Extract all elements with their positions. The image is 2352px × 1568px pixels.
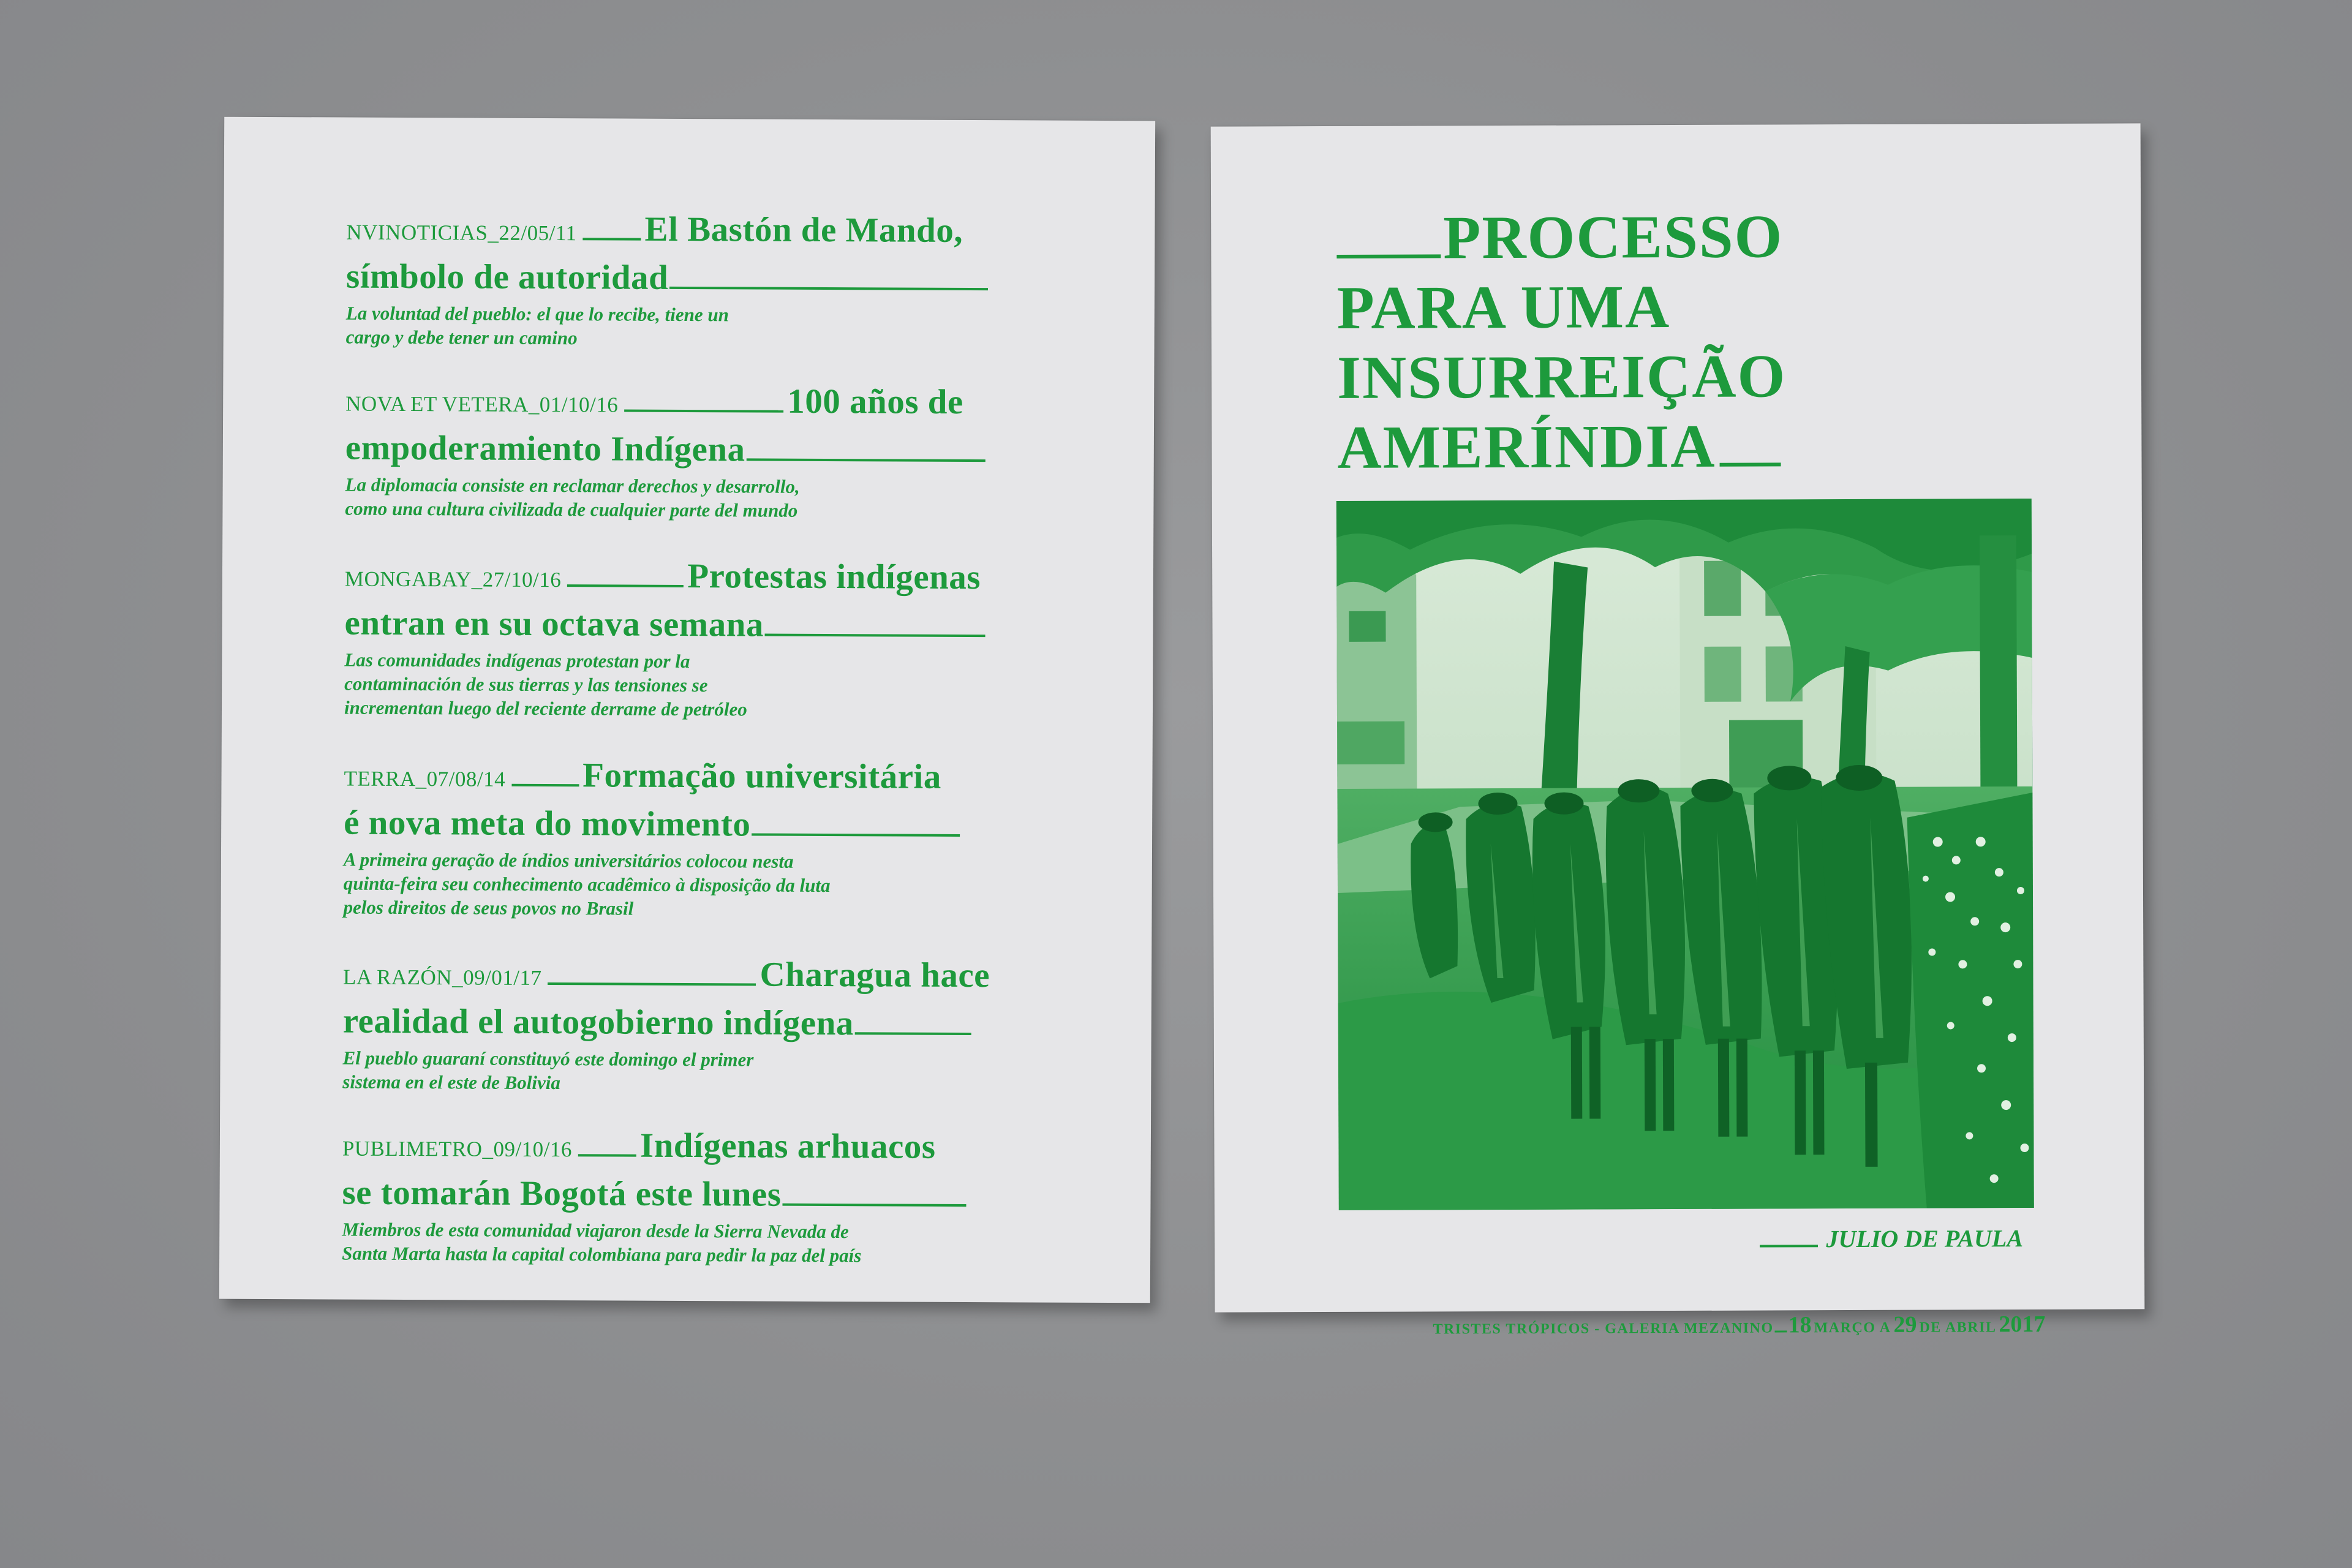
news-entry: [344, 551, 1135, 723]
underline-rule: [855, 1032, 971, 1035]
poster-sheet: [1211, 123, 2145, 1338]
entry-heading-line: [346, 252, 1136, 305]
underline-rule: [567, 584, 684, 587]
entry-heading-line: [344, 599, 1134, 652]
news-source-date: LA RAZÓN_09/01/17: [343, 965, 542, 990]
underline-rule: [669, 287, 988, 290]
headline-part2: realidad el autogobierno indígena: [342, 1001, 854, 1043]
headline-part1: Protestas indígenas: [687, 556, 981, 597]
entry-heading-line: [342, 1121, 1133, 1172]
news-entry: [342, 949, 1133, 1098]
title-word: AMERÍNDIA: [1337, 412, 1716, 481]
news-source-date: MONGABAY_27/10/16: [344, 567, 562, 592]
author-credit: [1754, 1224, 2023, 1254]
underline-rule: [765, 634, 986, 638]
title-word: PROCESSO: [1443, 202, 1784, 272]
summary-line: cargo y debe tener un camino: [345, 326, 578, 349]
title-line: [1336, 201, 2102, 273]
entry-heading-line: [344, 799, 1134, 851]
title-line: INSURREIÇÃO: [1336, 342, 1787, 412]
monotone-green-photo: [1336, 499, 2034, 1210]
news-entry: [346, 205, 1137, 353]
start-month: MARÇO A: [1814, 1319, 1891, 1336]
author-name: JULIO DE PAULA: [1826, 1224, 2024, 1253]
news-summary: [346, 301, 1136, 353]
end-day: 29: [1893, 1311, 1917, 1338]
news-source-date: PUBLIMETRO_09/10/16: [342, 1136, 573, 1162]
news-summary: [345, 473, 1135, 524]
summary-line: El pueblo guaraní constituyó este domingo el primer: [342, 1047, 754, 1071]
poncho-figures-photo: [1336, 499, 2034, 1210]
news-summary: [342, 1046, 1133, 1098]
news-headlines-sheet: [219, 117, 1155, 1303]
event-venue: TRISTES TRÓPICOS - GALERIA MEZANINO: [1433, 1320, 1774, 1338]
entry-heading-line: [346, 205, 1136, 256]
year: 2017: [1999, 1311, 2046, 1338]
title-line: PARA UMA: [1336, 273, 1671, 342]
end-month: DE ABRIL: [1919, 1319, 1997, 1336]
news-source-date: TERRA_07/08/14: [344, 766, 506, 791]
entry-heading-line: [345, 424, 1136, 477]
news-summary: [344, 648, 1134, 723]
entry-heading-line: [343, 997, 1133, 1050]
summary-line: incrementan luego del reciente derrame de petróleo: [344, 696, 747, 720]
underline-rule: [1775, 1330, 1787, 1332]
news-entry: [342, 1121, 1133, 1269]
news-entry: [345, 376, 1136, 524]
summary-line: pelos direitos de seus povos no Brasil: [343, 896, 634, 919]
summary-line: A primeira geração de índios universitários colocou nesta: [343, 848, 794, 872]
news-entry: [344, 751, 1134, 923]
summary-line: Las comunidades indígenas protestan por la: [344, 649, 690, 673]
title-line: [1337, 410, 2103, 483]
underline-rule: [1720, 462, 1781, 466]
headline-part1: Formação universitária: [582, 756, 941, 796]
summary-line: La voluntad del pueblo: el que lo recibe, tiene un: [345, 302, 729, 326]
news-source-date: NOVA ET VETERA_01/10/16: [345, 391, 619, 417]
headline-part1: 100 años de: [787, 382, 963, 421]
news-summary: [342, 1218, 1132, 1269]
underline-rule: [624, 410, 783, 413]
underline-rule: [578, 1154, 636, 1156]
underline-rule: [752, 833, 960, 836]
headline-part2: empoderamiento Indígena: [345, 428, 745, 469]
entry-heading-line: [345, 551, 1135, 603]
underline-rule: [1760, 1245, 1818, 1247]
headline-part1: Charagua hace: [760, 955, 990, 995]
entry-heading-line: [342, 1169, 1132, 1221]
start-day: 18: [1788, 1312, 1812, 1338]
summary-line: quinta-feira seu conhecimento acadêmico à disposição da luta: [343, 872, 831, 897]
summary-line: Miembros de esta comunidad viajaron desde la Sierra Nevada de: [342, 1218, 849, 1243]
summary-line: La diplomacia consiste en reclamar derechos y desarrollo,: [345, 473, 800, 497]
headline-part1: El Bastón de Mando,: [644, 209, 963, 250]
entry-heading-line: [343, 949, 1133, 1001]
summary-line: como una cultura civilizada de cualquier parte del mundo: [345, 497, 798, 521]
underline-rule: [511, 784, 579, 786]
headline-part2: é nova meta do movimento: [344, 803, 751, 844]
headline-part2: símbolo de autoridad: [345, 257, 669, 297]
summary-line: contaminación de sus tierras y las tensiones se: [344, 673, 708, 696]
news-source-date: NVINOTICIAS_22/05/11: [346, 220, 577, 246]
exhibition-footer: [1408, 1311, 2045, 1340]
underline-rule: [583, 238, 641, 240]
poster-title: [1336, 201, 2103, 483]
underline-rule: [1336, 254, 1441, 258]
entry-heading-line: [344, 751, 1134, 802]
headline-part2: se tomarán Bogotá este lunes: [342, 1173, 782, 1214]
news-summary: [344, 848, 1134, 923]
entry-heading-line: [345, 376, 1136, 428]
underline-rule: [782, 1204, 966, 1207]
headline-part2: entran en su octava semana: [344, 603, 764, 644]
headline-part1: Indígenas arhuacos: [639, 1126, 936, 1166]
underline-rule: [747, 458, 986, 462]
summary-line: Santa Marta hasta la capital colombiana para pedir la paz del país: [342, 1242, 862, 1267]
summary-line: sistema en el este de Bolivia: [342, 1071, 560, 1094]
underline-rule: [548, 982, 756, 986]
